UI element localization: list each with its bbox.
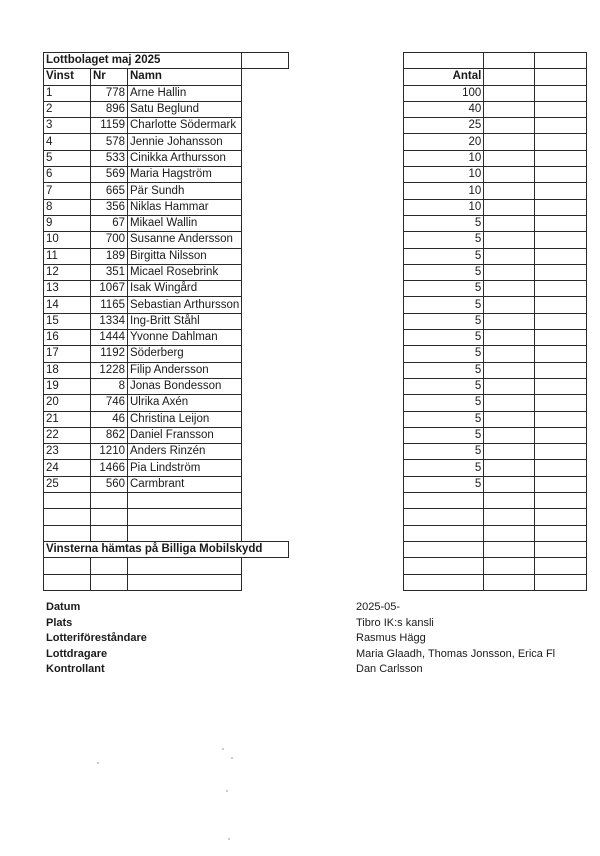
nr-cell: 665 bbox=[91, 183, 128, 199]
cell bbox=[242, 85, 404, 101]
cell bbox=[242, 167, 404, 183]
cell bbox=[91, 574, 128, 590]
namn-cell: Jonas Bondesson bbox=[128, 378, 242, 394]
cell bbox=[535, 248, 587, 264]
detail-value: Tibro IK:s kansli bbox=[356, 616, 434, 629]
cell bbox=[242, 574, 404, 590]
antal-cell: 5 bbox=[404, 427, 484, 443]
note-row bbox=[44, 541, 587, 557]
sheet-title: Lottbolaget maj 2025 bbox=[44, 53, 242, 69]
scan-speck bbox=[231, 757, 233, 759]
nr-cell: 578 bbox=[91, 134, 128, 150]
table-body bbox=[44, 53, 587, 591]
table-row bbox=[44, 346, 587, 362]
vinst-cell: 4 bbox=[44, 134, 91, 150]
cell bbox=[404, 574, 484, 590]
table-row bbox=[44, 313, 587, 329]
vinst-cell: 10 bbox=[44, 232, 91, 248]
cell bbox=[484, 248, 535, 264]
detail-row bbox=[46, 616, 546, 632]
cell bbox=[242, 493, 404, 509]
cell bbox=[242, 101, 404, 117]
draw-details bbox=[46, 600, 556, 678]
nr-cell: 560 bbox=[91, 476, 128, 492]
cell bbox=[91, 509, 128, 525]
cell bbox=[404, 525, 484, 541]
cell bbox=[484, 101, 535, 117]
vinst-cell: 16 bbox=[44, 330, 91, 346]
cell bbox=[404, 558, 484, 574]
antal-cell: 5 bbox=[404, 281, 484, 297]
antal-cell: 100 bbox=[404, 85, 484, 101]
nr-cell: 67 bbox=[91, 215, 128, 231]
detail-row bbox=[46, 662, 546, 678]
cell bbox=[484, 53, 535, 69]
cell bbox=[242, 118, 404, 134]
cell bbox=[128, 509, 242, 525]
namn-cell: Christina Leijon bbox=[128, 411, 242, 427]
cell bbox=[535, 411, 587, 427]
header-vinst: Vinst bbox=[44, 69, 91, 85]
nr-cell: 8 bbox=[91, 378, 128, 394]
cell bbox=[484, 313, 535, 329]
vinst-cell: 9 bbox=[44, 215, 91, 231]
cell bbox=[484, 232, 535, 248]
vinst-cell: 8 bbox=[44, 199, 91, 215]
detail-row bbox=[46, 600, 546, 616]
namn-cell: Satu Beglund bbox=[128, 101, 242, 117]
cell bbox=[535, 134, 587, 150]
title-row bbox=[44, 53, 587, 69]
cell bbox=[484, 167, 535, 183]
namn-cell: Arne Hallin bbox=[128, 85, 242, 101]
antal-cell: 10 bbox=[404, 199, 484, 215]
header-nr: Nr bbox=[91, 69, 128, 85]
namn-cell: Pär Sundh bbox=[128, 183, 242, 199]
cell bbox=[242, 53, 289, 69]
cell bbox=[535, 427, 587, 443]
table-row bbox=[44, 150, 587, 166]
table-row bbox=[44, 183, 587, 199]
namn-cell: Charlotte Södermark bbox=[128, 118, 242, 134]
cell bbox=[289, 541, 404, 557]
empty-row bbox=[44, 493, 587, 509]
vinst-cell: 7 bbox=[44, 183, 91, 199]
cell bbox=[242, 509, 404, 525]
cell bbox=[535, 460, 587, 476]
cell bbox=[484, 330, 535, 346]
cell bbox=[404, 493, 484, 509]
scan-speck bbox=[226, 790, 228, 792]
detail-value: Rasmus Hägg bbox=[356, 632, 426, 644]
cell bbox=[484, 493, 535, 509]
cell bbox=[535, 525, 587, 541]
empty-row bbox=[44, 574, 587, 590]
nr-cell: 569 bbox=[91, 167, 128, 183]
cell bbox=[128, 525, 242, 541]
namn-cell: Filip Andersson bbox=[128, 362, 242, 378]
cell bbox=[242, 264, 404, 280]
detail-label: Kontrollant bbox=[46, 663, 105, 675]
cell bbox=[44, 509, 91, 525]
antal-cell: 5 bbox=[404, 248, 484, 264]
cell bbox=[242, 460, 404, 476]
cell bbox=[44, 525, 91, 541]
vinst-cell: 17 bbox=[44, 346, 91, 362]
vinst-cell: 2 bbox=[44, 101, 91, 117]
nr-cell: 700 bbox=[91, 232, 128, 248]
cell bbox=[535, 541, 587, 557]
detail-row bbox=[46, 647, 556, 663]
namn-cell: Susanne Andersson bbox=[128, 232, 242, 248]
vinst-cell: 18 bbox=[44, 362, 91, 378]
table-row bbox=[44, 85, 587, 101]
cell bbox=[535, 53, 587, 69]
antal-cell: 5 bbox=[404, 460, 484, 476]
nr-cell: 1228 bbox=[91, 362, 128, 378]
nr-cell: 351 bbox=[91, 264, 128, 280]
table-row bbox=[44, 264, 587, 280]
cell bbox=[484, 476, 535, 492]
detail-label: Lottdragare bbox=[46, 647, 108, 660]
cell bbox=[404, 53, 484, 69]
detail-value: Maria Glaadh, Thomas Jonsson, Erica Fl bbox=[356, 647, 556, 660]
cell bbox=[535, 215, 587, 231]
namn-cell: Birgitta Nilsson bbox=[128, 248, 242, 264]
antal-cell: 5 bbox=[404, 215, 484, 231]
cell bbox=[44, 558, 91, 574]
antal-cell: 20 bbox=[404, 134, 484, 150]
table-row bbox=[44, 460, 587, 476]
cell bbox=[484, 558, 535, 574]
cell bbox=[242, 150, 404, 166]
table-row bbox=[44, 118, 587, 134]
cell bbox=[535, 509, 587, 525]
cell bbox=[535, 476, 587, 492]
nr-cell: 1334 bbox=[91, 313, 128, 329]
nr-cell: 1192 bbox=[91, 346, 128, 362]
cell bbox=[484, 85, 535, 101]
detail-label: Lotteriföreståndare bbox=[46, 632, 147, 644]
cell bbox=[535, 330, 587, 346]
nr-cell: 1159 bbox=[91, 118, 128, 134]
antal-cell: 40 bbox=[404, 101, 484, 117]
vinst-cell: 24 bbox=[44, 460, 91, 476]
cell bbox=[535, 313, 587, 329]
cell bbox=[484, 183, 535, 199]
cell bbox=[484, 444, 535, 460]
namn-cell: Maria Hagström bbox=[128, 167, 242, 183]
nr-cell: 1444 bbox=[91, 330, 128, 346]
namn-cell: Pia Lindström bbox=[128, 460, 242, 476]
cell bbox=[484, 362, 535, 378]
table-row bbox=[44, 427, 587, 443]
cell bbox=[484, 509, 535, 525]
cell bbox=[535, 281, 587, 297]
cell bbox=[404, 509, 484, 525]
cell bbox=[242, 281, 404, 297]
table-row bbox=[44, 248, 587, 264]
cell bbox=[535, 574, 587, 590]
namn-cell: Yvonne Dahlman bbox=[128, 330, 242, 346]
antal-cell: 5 bbox=[404, 378, 484, 394]
cell bbox=[484, 525, 535, 541]
cell bbox=[484, 134, 535, 150]
cell bbox=[242, 378, 404, 394]
table-row bbox=[44, 297, 587, 313]
cell bbox=[484, 346, 535, 362]
namn-cell: Ing-Britt Ståhl bbox=[128, 313, 242, 329]
table-row bbox=[44, 134, 587, 150]
scan-speck bbox=[222, 748, 224, 750]
vinst-cell: 6 bbox=[44, 167, 91, 183]
antal-cell: 5 bbox=[404, 232, 484, 248]
cell bbox=[535, 167, 587, 183]
cell bbox=[535, 297, 587, 313]
table-row bbox=[44, 362, 587, 378]
vinst-cell: 5 bbox=[44, 150, 91, 166]
cell bbox=[44, 574, 91, 590]
cell bbox=[535, 558, 587, 574]
table-row bbox=[44, 411, 587, 427]
detail-row bbox=[46, 631, 546, 647]
table-row bbox=[44, 378, 587, 394]
table-row bbox=[44, 215, 587, 231]
cell bbox=[535, 362, 587, 378]
table-row bbox=[44, 476, 587, 492]
cell bbox=[484, 281, 535, 297]
nr-cell: 1165 bbox=[91, 297, 128, 313]
nr-cell: 189 bbox=[91, 248, 128, 264]
cell bbox=[242, 395, 404, 411]
vinst-cell: 20 bbox=[44, 395, 91, 411]
table-row bbox=[44, 101, 587, 117]
cell bbox=[242, 346, 404, 362]
vinst-cell: 1 bbox=[44, 85, 91, 101]
cell bbox=[242, 248, 404, 264]
vinst-cell: 19 bbox=[44, 378, 91, 394]
nr-cell: 533 bbox=[91, 150, 128, 166]
cell bbox=[484, 150, 535, 166]
table-row bbox=[44, 199, 587, 215]
table-row bbox=[44, 330, 587, 346]
antal-cell: 5 bbox=[404, 297, 484, 313]
cell bbox=[484, 118, 535, 134]
antal-cell: 5 bbox=[404, 444, 484, 460]
cell bbox=[535, 264, 587, 280]
cell bbox=[289, 53, 404, 69]
antal-cell: 5 bbox=[404, 330, 484, 346]
cell bbox=[242, 330, 404, 346]
cell bbox=[535, 183, 587, 199]
cell bbox=[484, 460, 535, 476]
cell bbox=[404, 541, 484, 557]
table-row bbox=[44, 167, 587, 183]
namn-cell: Micael Rosebrink bbox=[128, 264, 242, 280]
scan-speck bbox=[97, 762, 99, 764]
pickup-note: Vinsterna hämtas på Billiga Mobilskydd bbox=[44, 541, 289, 557]
nr-cell: 46 bbox=[91, 411, 128, 427]
header-antal: Antal bbox=[404, 69, 484, 85]
namn-cell: Isak Wingård bbox=[128, 281, 242, 297]
vinst-cell: 15 bbox=[44, 313, 91, 329]
cell bbox=[242, 69, 404, 85]
vinst-cell: 14 bbox=[44, 297, 91, 313]
detail-label: Datum bbox=[46, 601, 81, 613]
nr-cell: 862 bbox=[91, 427, 128, 443]
nr-cell: 356 bbox=[91, 199, 128, 215]
empty-row bbox=[44, 525, 587, 541]
cell bbox=[484, 69, 535, 85]
cell bbox=[484, 199, 535, 215]
cell bbox=[128, 558, 242, 574]
namn-cell: Söderberg bbox=[128, 346, 242, 362]
cell bbox=[535, 69, 587, 85]
vinst-cell: 12 bbox=[44, 264, 91, 280]
cell bbox=[535, 395, 587, 411]
cell bbox=[242, 313, 404, 329]
antal-cell: 10 bbox=[404, 150, 484, 166]
vinst-cell: 11 bbox=[44, 248, 91, 264]
lottery-results-table bbox=[43, 52, 587, 591]
cell bbox=[242, 362, 404, 378]
detail-label: Plats bbox=[46, 616, 73, 629]
namn-cell: Carmbrant bbox=[128, 476, 242, 492]
namn-cell: Cinikka Arthursson bbox=[128, 150, 242, 166]
antal-cell: 5 bbox=[404, 313, 484, 329]
cell bbox=[242, 183, 404, 199]
cell bbox=[242, 232, 404, 248]
cell bbox=[535, 118, 587, 134]
cell bbox=[484, 297, 535, 313]
cell bbox=[535, 101, 587, 117]
nr-cell: 1466 bbox=[91, 460, 128, 476]
cell bbox=[535, 444, 587, 460]
cell bbox=[128, 574, 242, 590]
antal-cell: 5 bbox=[404, 362, 484, 378]
cell bbox=[242, 525, 404, 541]
cell bbox=[484, 264, 535, 280]
namn-cell: Daniel Fransson bbox=[128, 427, 242, 443]
table-row bbox=[44, 232, 587, 248]
cell bbox=[91, 525, 128, 541]
antal-cell: 5 bbox=[404, 346, 484, 362]
cell bbox=[535, 232, 587, 248]
namn-cell: Sebastian Arthursson bbox=[128, 297, 242, 313]
namn-cell: Anders Rinzén bbox=[128, 444, 242, 460]
antal-cell: 5 bbox=[404, 476, 484, 492]
antal-cell: 10 bbox=[404, 167, 484, 183]
cell bbox=[242, 427, 404, 443]
cell bbox=[242, 444, 404, 460]
cell bbox=[91, 558, 128, 574]
namn-cell: Jennie Johansson bbox=[128, 134, 242, 150]
namn-cell: Ulrika Axén bbox=[128, 395, 242, 411]
vinst-cell: 3 bbox=[44, 118, 91, 134]
scan-speck bbox=[228, 838, 230, 840]
vinst-cell: 21 bbox=[44, 411, 91, 427]
cell bbox=[128, 493, 242, 509]
antal-cell: 5 bbox=[404, 411, 484, 427]
cell bbox=[242, 411, 404, 427]
cell bbox=[535, 150, 587, 166]
antal-cell: 5 bbox=[404, 264, 484, 280]
nr-cell: 1067 bbox=[91, 281, 128, 297]
namn-cell: Niklas Hammar bbox=[128, 199, 242, 215]
vinst-cell: 13 bbox=[44, 281, 91, 297]
cell bbox=[242, 134, 404, 150]
antal-cell: 5 bbox=[404, 395, 484, 411]
cell bbox=[91, 493, 128, 509]
cell bbox=[44, 493, 91, 509]
cell bbox=[484, 411, 535, 427]
cell bbox=[484, 378, 535, 394]
nr-cell: 746 bbox=[91, 395, 128, 411]
table-row bbox=[44, 395, 587, 411]
detail-value: Dan Carlsson bbox=[356, 663, 423, 675]
vinst-cell: 23 bbox=[44, 444, 91, 460]
cell bbox=[242, 558, 404, 574]
cell bbox=[242, 199, 404, 215]
cell bbox=[535, 493, 587, 509]
cell bbox=[535, 85, 587, 101]
vinst-cell: 25 bbox=[44, 476, 91, 492]
antal-cell: 10 bbox=[404, 183, 484, 199]
cell bbox=[242, 476, 404, 492]
cell bbox=[484, 541, 535, 557]
empty-row bbox=[44, 558, 587, 574]
cell bbox=[484, 395, 535, 411]
empty-row bbox=[44, 509, 587, 525]
antal-cell: 25 bbox=[404, 118, 484, 134]
cell bbox=[535, 346, 587, 362]
nr-cell: 896 bbox=[91, 101, 128, 117]
table-row bbox=[44, 444, 587, 460]
cell bbox=[484, 215, 535, 231]
cell bbox=[484, 574, 535, 590]
table-row bbox=[44, 281, 587, 297]
detail-value: 2025-05- bbox=[356, 601, 401, 613]
nr-cell: 1210 bbox=[91, 444, 128, 460]
header-row bbox=[44, 69, 587, 85]
cell bbox=[535, 199, 587, 215]
vinst-cell: 22 bbox=[44, 427, 91, 443]
cell bbox=[242, 297, 404, 313]
cell bbox=[484, 427, 535, 443]
header-namn: Namn bbox=[128, 69, 242, 85]
cell bbox=[535, 378, 587, 394]
nr-cell: 778 bbox=[91, 85, 128, 101]
cell bbox=[242, 215, 404, 231]
namn-cell: Mikael Wallin bbox=[128, 215, 242, 231]
